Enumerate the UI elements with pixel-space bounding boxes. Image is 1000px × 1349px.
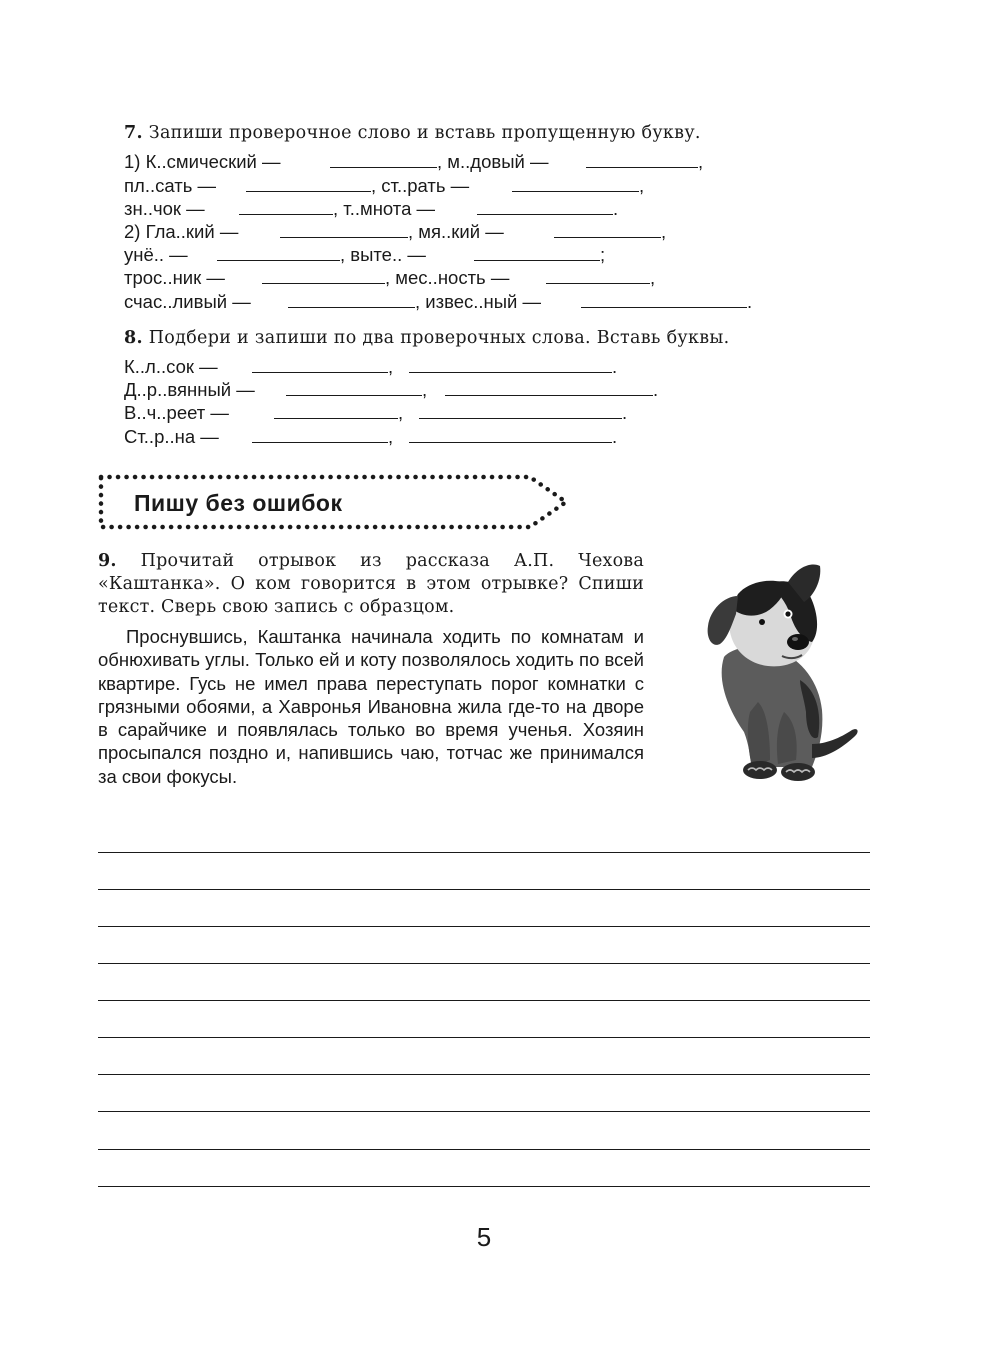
word-item: , мес..ность — <box>385 267 510 288</box>
answer-blank[interactable] <box>512 191 639 192</box>
answer-blank[interactable] <box>217 260 340 261</box>
word-item: , м..довый — <box>437 151 549 172</box>
task-9-prompt-text: Прочитай отрывок из рассказа А.П. Чехова «Каштанка». О ком говорится в этом отрывке? Спиши текст. Сверь свою запись с образцом. <box>98 551 644 617</box>
word-item: 1) К..смический — <box>124 151 281 172</box>
answer-blank[interactable] <box>288 307 415 308</box>
word-item: счас..ливый — <box>124 291 251 312</box>
writing-line[interactable] <box>98 1149 870 1150</box>
task-7-heading <box>124 122 701 144</box>
punctuation: , <box>661 221 667 242</box>
word-item: Ст..р..на — <box>124 426 219 447</box>
answer-blank[interactable] <box>286 395 422 396</box>
answer-blank[interactable] <box>586 167 698 168</box>
word-item: пл..сать — <box>124 175 216 196</box>
writing-line[interactable] <box>98 1111 870 1112</box>
answer-blank[interactable] <box>445 395 653 396</box>
punctuation: ; <box>600 244 606 265</box>
writing-line[interactable] <box>98 1074 870 1075</box>
story-excerpt: Проснувшись, Каштанка начинала ходить по комнатам и обнюхивать углы. Только ей и коту позволялось ходить по всей квартире. Гусь не имел права переступать порог комнатки с грязными обоями, а Хавронья Ивановна жила где-то на дворе в сарайчике и появлялась только во время ученья. Хозяин просыпался поздно и, напившись чаю, тотчас же принимался за свои фокусы. <box>98 626 644 787</box>
task-8-prompt: Подбери и запиши по два проверочных слова. Вставь буквы. <box>148 328 730 348</box>
answer-blank[interactable] <box>419 418 622 419</box>
punctuation: , <box>422 379 428 400</box>
answer-blank[interactable] <box>474 260 600 261</box>
writing-line[interactable] <box>98 852 870 853</box>
answer-blank[interactable] <box>409 442 612 443</box>
answer-blank[interactable] <box>274 418 398 419</box>
answer-blank[interactable] <box>252 442 388 443</box>
punctuation: , <box>650 267 656 288</box>
answer-blank[interactable] <box>252 372 388 373</box>
writing-line[interactable] <box>98 1186 870 1187</box>
word-item: унё.. — <box>124 244 188 265</box>
task-7-number: 7. <box>124 123 143 143</box>
writing-line[interactable] <box>98 963 870 964</box>
answer-blank[interactable] <box>246 191 371 192</box>
word-item: В..ч..реет — <box>124 402 229 423</box>
word-item: Д..р..вянный — <box>124 379 255 400</box>
punctuation: . <box>622 402 628 423</box>
answer-blank[interactable] <box>280 237 408 238</box>
word-item: , ст..рать — <box>371 175 470 196</box>
word-item: 2) Гла..кий — <box>124 221 239 242</box>
punctuation: . <box>747 291 753 312</box>
task-9-prompt <box>98 550 644 619</box>
punctuation: , <box>388 356 394 377</box>
answer-blank[interactable] <box>477 214 613 215</box>
word-item: зн..чок — <box>124 198 205 219</box>
writing-line[interactable] <box>98 889 870 890</box>
punctuation: , <box>639 175 645 196</box>
word-item: К..л..сок — <box>124 356 218 377</box>
punctuation: . <box>612 356 618 377</box>
task-8-heading <box>124 327 730 349</box>
punctuation: . <box>613 198 619 219</box>
section-title: Пишу без ошибок <box>134 490 343 516</box>
answer-blank[interactable] <box>554 237 661 238</box>
writing-line[interactable] <box>98 1037 870 1038</box>
word-item: , извес..ный — <box>415 291 542 312</box>
word-item: , т..мнота — <box>333 198 435 219</box>
answer-blank[interactable] <box>330 167 437 168</box>
answer-blank[interactable] <box>546 283 650 284</box>
answer-blank[interactable] <box>409 372 612 373</box>
task-7-prompt: Запиши проверочное слово и вставь пропущенную букву. <box>148 123 701 143</box>
punctuation: , <box>398 402 404 423</box>
word-item: , мя..кий — <box>408 221 504 242</box>
dog-illustration <box>702 562 862 792</box>
punctuation: . <box>653 379 659 400</box>
task-9-number: 9. <box>98 551 117 571</box>
writing-line[interactable] <box>98 1000 870 1001</box>
word-item: , выте.. — <box>340 244 426 265</box>
section-banner <box>98 473 573 531</box>
word-item: трос..ник — <box>124 267 225 288</box>
answer-blank[interactable] <box>581 307 747 308</box>
punctuation: , <box>388 426 394 447</box>
page-number: 5 <box>476 1222 492 1252</box>
task-8-number: 8. <box>124 328 143 348</box>
punctuation: . <box>612 426 618 447</box>
answer-blank[interactable] <box>239 214 333 215</box>
writing-line[interactable] <box>98 926 870 927</box>
answer-blank[interactable] <box>262 283 385 284</box>
punctuation: , <box>698 151 704 172</box>
